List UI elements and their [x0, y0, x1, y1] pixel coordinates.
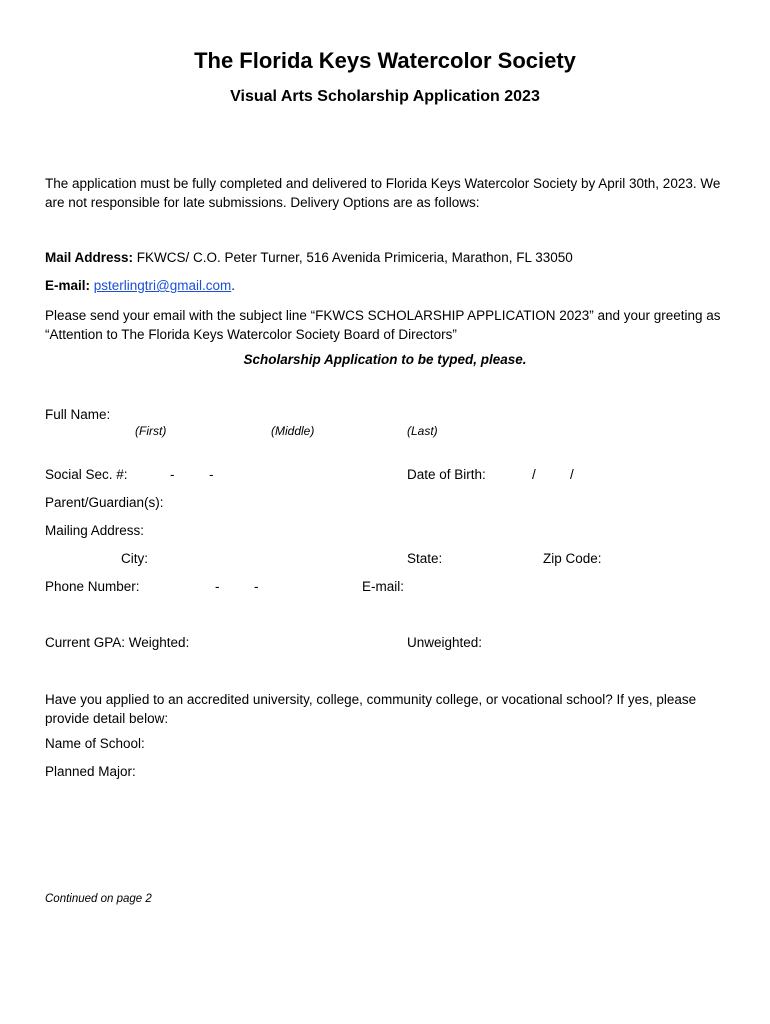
email-suffix: .: [231, 278, 236, 293]
mail-address-line: [45, 250, 573, 265]
intro-paragraph: The application must be fully completed and delivered to Florida Keys Watercolor Society by April 30th, 2023. We are not responsible for late submissions. Delivery Options are as follows:: [45, 176, 721, 210]
middle-name-caption: (Middle): [271, 424, 315, 438]
ssn-dash-2: -: [209, 467, 214, 482]
phone-dash-2: -: [254, 579, 259, 594]
mail-address-value: FKWCS/ C.O. Peter Turner, 516 Avenida Primiceria, Marathon, FL 33050: [136, 250, 573, 265]
typed-note: Scholarship Application to be typed, please.: [243, 352, 527, 367]
email-link[interactable]: psterlingtri@gmail.com: [93, 278, 232, 293]
dob-slash-2: /: [570, 467, 574, 482]
email-line: [45, 278, 235, 293]
school-name-label: Name of School:: [45, 736, 145, 751]
state-label: State:: [407, 551, 443, 566]
mail-address-label: Mail Address:: [45, 250, 134, 265]
gpa-unweighted-label: Unweighted:: [407, 635, 483, 650]
planned-major-label: Planned Major:: [45, 764, 136, 779]
ssn-label: Social Sec. #:: [45, 467, 128, 482]
phone-dash-1: -: [215, 579, 220, 594]
first-name-caption: (First): [135, 424, 167, 438]
applied-question: Have you applied to an accredited university, college, community college, or vocational school? If yes, please provide detail below:: [45, 692, 697, 726]
gpa-weighted-label: Current GPA: Weighted:: [45, 635, 190, 650]
guardian-label: Parent/Guardian(s):: [45, 495, 164, 510]
last-name-caption: (Last): [407, 424, 438, 438]
dob-label: Date of Birth:: [407, 467, 486, 482]
full-name-label: Full Name:: [45, 407, 111, 422]
page-subtitle: Visual Arts Scholarship Application 2023: [230, 88, 540, 105]
phone-label: Phone Number:: [45, 579, 140, 594]
form-email-label: E-mail:: [362, 579, 405, 594]
page-title: The Florida Keys Watercolor Society: [194, 48, 576, 73]
email-label: E-mail:: [45, 278, 91, 293]
zip-label: Zip Code:: [543, 551, 602, 566]
email-instructions: Please send your email with the subject line “FKWCS SCHOLARSHIP APPLICATION 2023” and your greeting as “Attention to The Florida Keys Watercolor Society Board of Directors”: [45, 308, 721, 342]
ssn-dash-1: -: [170, 467, 175, 482]
city-label: City:: [121, 551, 148, 566]
continued-note: Continued on page 2: [45, 893, 152, 905]
dob-slash-1: /: [532, 467, 536, 482]
mailing-address-label: Mailing Address:: [45, 523, 145, 538]
